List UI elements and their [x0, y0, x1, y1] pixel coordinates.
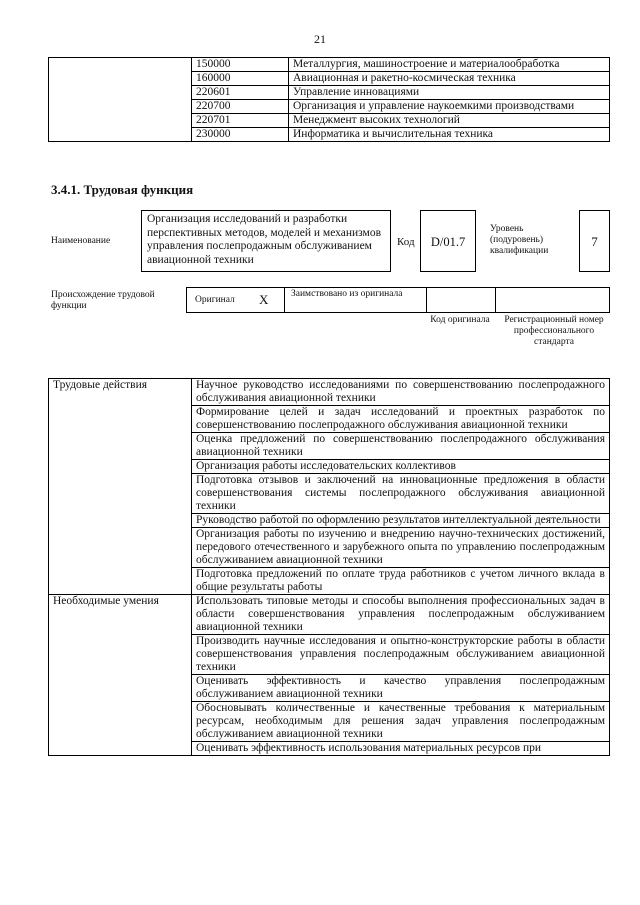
origin-row-box: [186, 287, 610, 313]
empty-header-cell: [49, 58, 192, 142]
code-cell: 150000: [192, 58, 289, 72]
name-cell: Авиационная и ракетно-космическая техника: [289, 72, 610, 86]
labor-action-cell: Организация работы по изучению и внедрению научно-технических достижений, передового отечественного и зарубежного опыта по управлению послепродажным обслуживанием авиационной техники: [192, 528, 610, 568]
labor-action-cell: Организация работы исследовательских коллективов: [192, 460, 610, 474]
level-value-box: 7: [579, 210, 610, 272]
skills-header: Необходимые умения: [49, 595, 192, 756]
name-label: Наименование: [51, 236, 111, 246]
original-label: Оригинал: [195, 295, 235, 305]
name-cell: Управление инновациями: [289, 86, 610, 100]
original-mark: X: [259, 292, 269, 307]
code-cell: 160000: [192, 72, 289, 86]
name-cell: Организация и управление наукоемкими производствами: [289, 100, 610, 114]
table-row: [49, 58, 610, 72]
origin-label: Происхождение трудовой функции: [51, 290, 155, 311]
skill-cell: Оценивать эффективность использования материальных ресурсов при: [192, 742, 610, 756]
code-cell: 220700: [192, 100, 289, 114]
code-cell: 220701: [192, 114, 289, 128]
level-label: Уровень (подуровень) квалификации: [490, 224, 549, 256]
skill-cell: Обосновывать количественные и качественные требования к материальным ресурсам, необходимым для решения задач управления послепродажным обслуживанием авиационной техники: [192, 702, 610, 742]
divider: [426, 288, 427, 312]
name-cell: Металлургия, машиностроение и материалообработка: [289, 58, 610, 72]
labor-action-cell: Научное руководство исследованиями по совершенствованию послепродажного обслуживания авиационной техники: [192, 379, 610, 406]
skill-cell: Использовать типовые методы и способы выполнения профессиональных задач в области совершенствования управления послепродажным обслуживанием авиационной техники: [192, 595, 610, 635]
code-cell: 220601: [192, 86, 289, 100]
name-cell: Информатика и вычислительная техника: [289, 128, 610, 142]
table-row: [49, 595, 610, 635]
labor-function-table: [48, 378, 610, 756]
code-cell: 230000: [192, 128, 289, 142]
section-title: 3.4.1. Трудовая функция: [51, 182, 194, 197]
table-row: [49, 379, 610, 406]
specialty-codes-table: [48, 57, 610, 142]
labor-actions-header: Трудовые действия: [49, 379, 192, 595]
registration-caption: Регистрационный номер профессионального стандарта: [504, 315, 604, 347]
skill-cell: Производить научные исследования и опытно-конструкторские работы в области совершенствования управления послепродажным обслуживанием авиационной техники: [192, 635, 610, 675]
labor-action-cell: Формирование целей и задач исследований и проектных разработок по совершенствованию послепродажного обслуживания авиационной техники: [192, 406, 610, 433]
page-number: 21: [314, 32, 326, 46]
divider: [495, 288, 496, 312]
divider: [284, 288, 285, 312]
borrowed-label: Заимствовано из оригинала: [291, 289, 403, 299]
skill-cell: Оценивать эффективность и качество управления послепродажным обслуживанием авиационной техники: [192, 675, 610, 702]
labor-action-cell: Оценка предложений по совершенствованию послепродажного обслуживания авиационной техники: [192, 433, 610, 460]
function-name-box: Организация исследований и разработки перспективных методов, моделей и механизмов управления послепродажным обслуживанием авиационной техники: [141, 210, 391, 272]
function-code-box: D/01.7: [420, 210, 476, 272]
labor-action-cell: Руководство работой по оформлению результатов интеллектуальной деятельности: [192, 514, 610, 528]
labor-action-cell: Подготовка предложений по оплате труда работников с учетом личного вклада в общие результаты работы: [192, 568, 610, 595]
code-original-caption: Код оригинала: [430, 315, 490, 325]
labor-action-cell: Подготовка отзывов и заключений на инновационные предложения в области совершенствования системы послепродажного обслуживания авиационной техники: [192, 474, 610, 514]
name-cell: Менеджмент высоких технологий: [289, 114, 610, 128]
code-label: Код: [397, 236, 415, 248]
